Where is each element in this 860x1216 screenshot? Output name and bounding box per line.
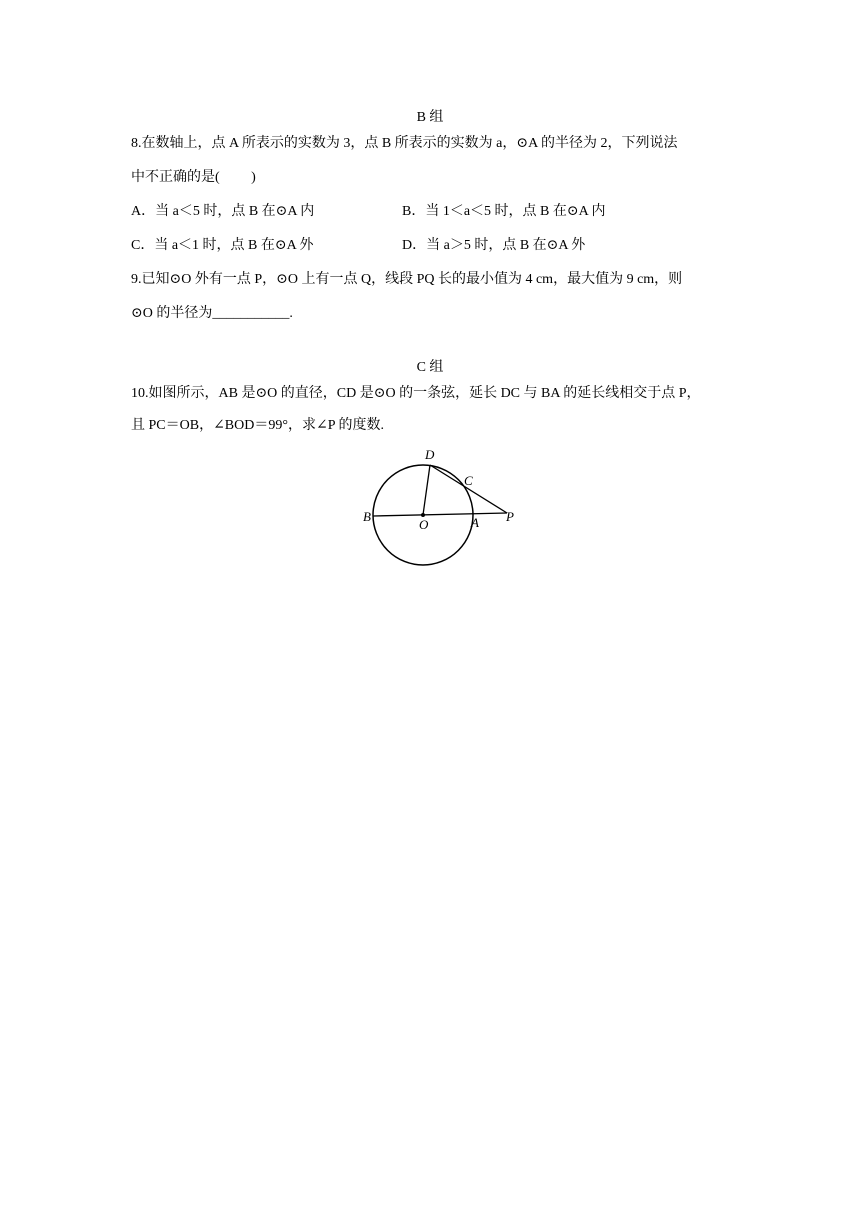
q9-text-line1: 9.已知⊙O 外有一点 P，⊙O 上有一点 Q，线段 PQ 长的最小值为 4 cm，最大值为 9 cm，则 <box>131 272 683 287</box>
line-bp <box>373 513 507 516</box>
label-o: O <box>419 517 429 532</box>
group-b-title: B 组 <box>416 110 444 125</box>
q10-text-line1: 10.如图所示，AB 是⊙O 的直径，CD 是⊙O 的一条弦，延长 DC 与 BA 的延长线相交于点 P， <box>131 386 701 401</box>
circle-geometry-figure <box>355 440 525 570</box>
label-p: P <box>506 509 514 524</box>
q8-option-c: C．当 a＜1 时，点 B 在⊙A 外 <box>131 238 314 253</box>
label-d: D <box>425 447 435 462</box>
group-c-title: C 组 <box>416 360 444 375</box>
q8-option-a: A．当 a＜5 时，点 B 在⊙A 内 <box>131 204 315 219</box>
q10-text-line2: 且 PC＝OB，∠BOD＝99°，求∠P 的度数. <box>131 418 384 433</box>
q8-text-line1: 8.在数轴上，点 A 所表示的实数为 3，点 B 所表示的实数为 a，⊙A 的半径为 2，下列说法 <box>131 136 678 151</box>
label-a: A <box>471 515 479 530</box>
q8-option-d: D．当 a＞5 时，点 B 在⊙A 外 <box>402 238 586 253</box>
q9-text-line2: ⊙O 的半径为___________. <box>131 306 293 321</box>
segment-od <box>423 465 430 515</box>
q8-text-line2: 中不正确的是( ) <box>131 170 256 185</box>
label-b: B <box>363 509 371 524</box>
q8-option-b: B．当 1＜a＜5 时，点 B 在⊙A 内 <box>402 204 606 219</box>
label-c: C <box>464 473 473 488</box>
